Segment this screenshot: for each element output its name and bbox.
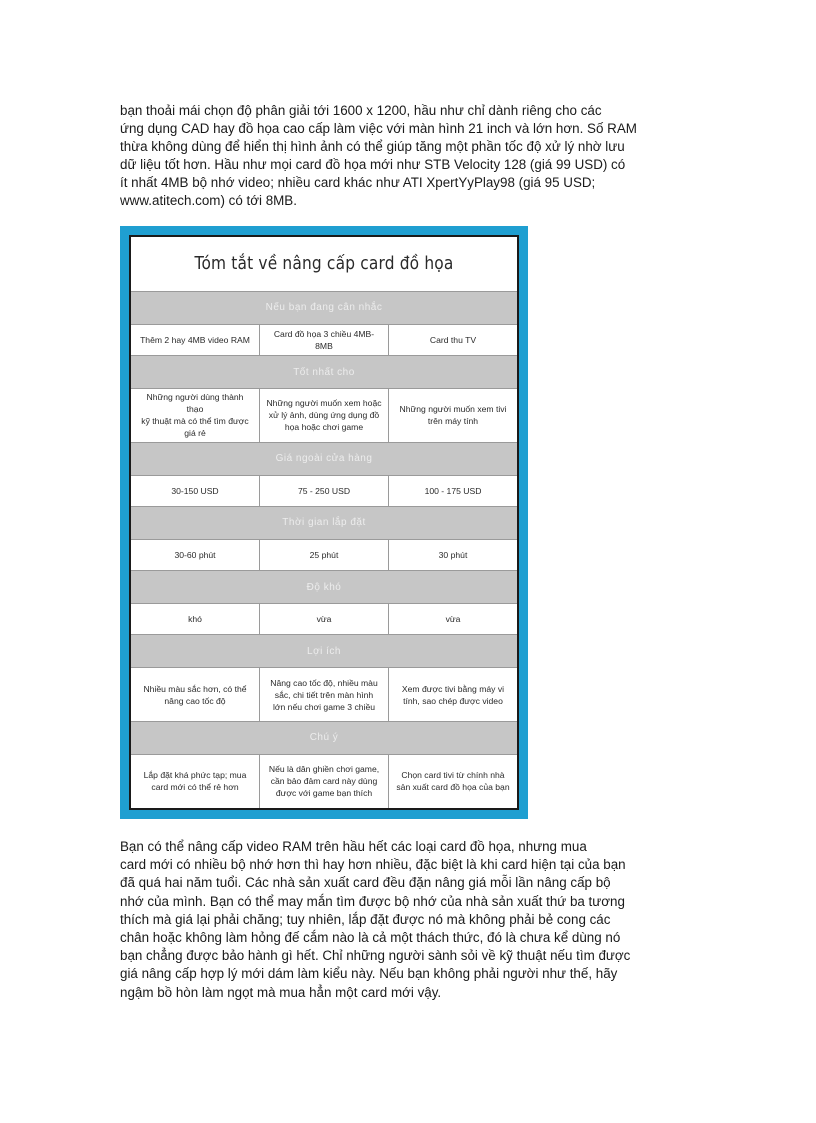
section-header-install-time: Thời gian lắp đặt (131, 506, 517, 540)
body-paragraph: Bạn có thể nâng cấp video RAM trên hầu hết các loại card đồ họa, nhưng mua card mới có nhiều bộ nhớ hơn thì hay hơn nhiều, đặc biệt là khi card hiện tại của bạn đã quá hai năm tuổi. Các nhà sản xuất card đều đặn nâng giá mỗi lần nâng cấp bộ nhớ của mình. Bạn có thể may mắn tìm được bộ nhớ của nhà sản xuất thứ ba tương thích mà giá lại phải chăng; tuy nhiên, lắp đặt được nó mà không phải bẻ cong các chân hoặc không làm hỏng đế cắm nào là cả một thách thức, đó là chưa kể dùng nó bạn chẳng được bảo hành gì hết. Chỉ những người sành sỏi về kỹ thuật nếu tìm được giá nâng cấp hợp lý mới dám làm kiểu này. Nếu bạn không phải người như thế, hãy ngậm bồ hòn làm ngọt mà mua hẳn một card mới vậy. (120, 839, 631, 1000)
table-row (131, 755, 517, 808)
table-cell: Những người dùng thành thạo kỹ thuật mà có thể tìm được giá rẻ (131, 389, 260, 442)
table-cell: Card thu TV (429, 335, 477, 346)
table-cell: Xem được tivi bằng máy vi tính, sao chép được video (401, 683, 505, 706)
table-cell: 100 - 175 USD (424, 485, 482, 496)
section-header-difficulty: Độ khó (131, 570, 517, 604)
section-header-store-price: Giá ngoài cửa hàng (131, 442, 517, 476)
table-cell: 30-60 phút (131, 540, 260, 571)
table-row (131, 325, 517, 356)
table-row (131, 668, 517, 721)
table-row (131, 389, 517, 442)
figure-title: Tóm tắt về nâng cấp card đồ họa (194, 254, 454, 275)
table-cell: Thêm 2 hay 4MB video RAM (131, 325, 260, 356)
table-cell: vừa (445, 614, 461, 625)
section-header-benefits: Lợi ích (131, 634, 517, 668)
intro-paragraph: bạn thoải mái chọn độ phân giải tới 1600 x 1200, hầu như chỉ dành riêng cho các ứng dụng CAD hay đồ họa cao cấp làm việc với màn hình 21 inch và lớn hơn. Số RAM thừa không dùng để hiển thị hình ảnh có thể giúp tăng một phần tốc độ xử lý nhờ lưu dữ liệu tốt hơn. Hầu như mọi card đồ họa mới như STB Velocity 128 (giá 99 USD) có ít nhất 4MB bộ nhớ video; nhiều card khác như ATI XpertYyPlay98 (giá 95 USD; www.atitech.com) có tới 8MB. (120, 103, 637, 208)
table-cell: Nếu là dân ghiền chơi game, cần bảo đảm card này dùng được với game bạn thích (260, 755, 389, 808)
table-cell: 75 - 250 USD (260, 476, 389, 507)
section-header-considering: Nếu bạn đang cân nhắc (131, 291, 517, 325)
table-cell: 30 phút (438, 550, 468, 561)
table-cell: Những người muốn xem hoặc xử lý ảnh, dùng ứng dụng đồ họa hoặc chơi game (260, 389, 389, 442)
table-cell: 30-150 USD (131, 476, 260, 507)
table-cell: Card đồ họa 3 chiều 4MB-8MB (260, 325, 389, 356)
table-cell: Những người muốn xem tivi trên máy tính (399, 404, 507, 427)
summary-table-figure (120, 226, 528, 819)
table-cell: Nhiều màu sắc hơn, có thể nâng cao tốc độ (131, 668, 260, 721)
table-row (131, 476, 517, 507)
section-header-best-for: Tốt nhất cho (131, 355, 517, 389)
section-header-notes: Chú ý (131, 721, 517, 755)
summary-table (129, 235, 519, 810)
table-cell: Chọn card tivi từ chính nhà sản xuất card đồ họa của bạn (396, 770, 510, 793)
table-cell: Nâng cao tốc độ, nhiều màu sắc, chi tiết trên màn hình lớn nếu chơi game 3 chiều (260, 668, 389, 721)
table-cell: 25 phút (260, 540, 389, 571)
table-cell: Lắp đặt khá phức tạp; mua card mới có thể rẻ hơn (131, 755, 260, 808)
table-row (131, 604, 517, 635)
table-row (131, 540, 517, 571)
table-cell: khó (131, 604, 260, 635)
table-cell: vừa (260, 604, 389, 635)
